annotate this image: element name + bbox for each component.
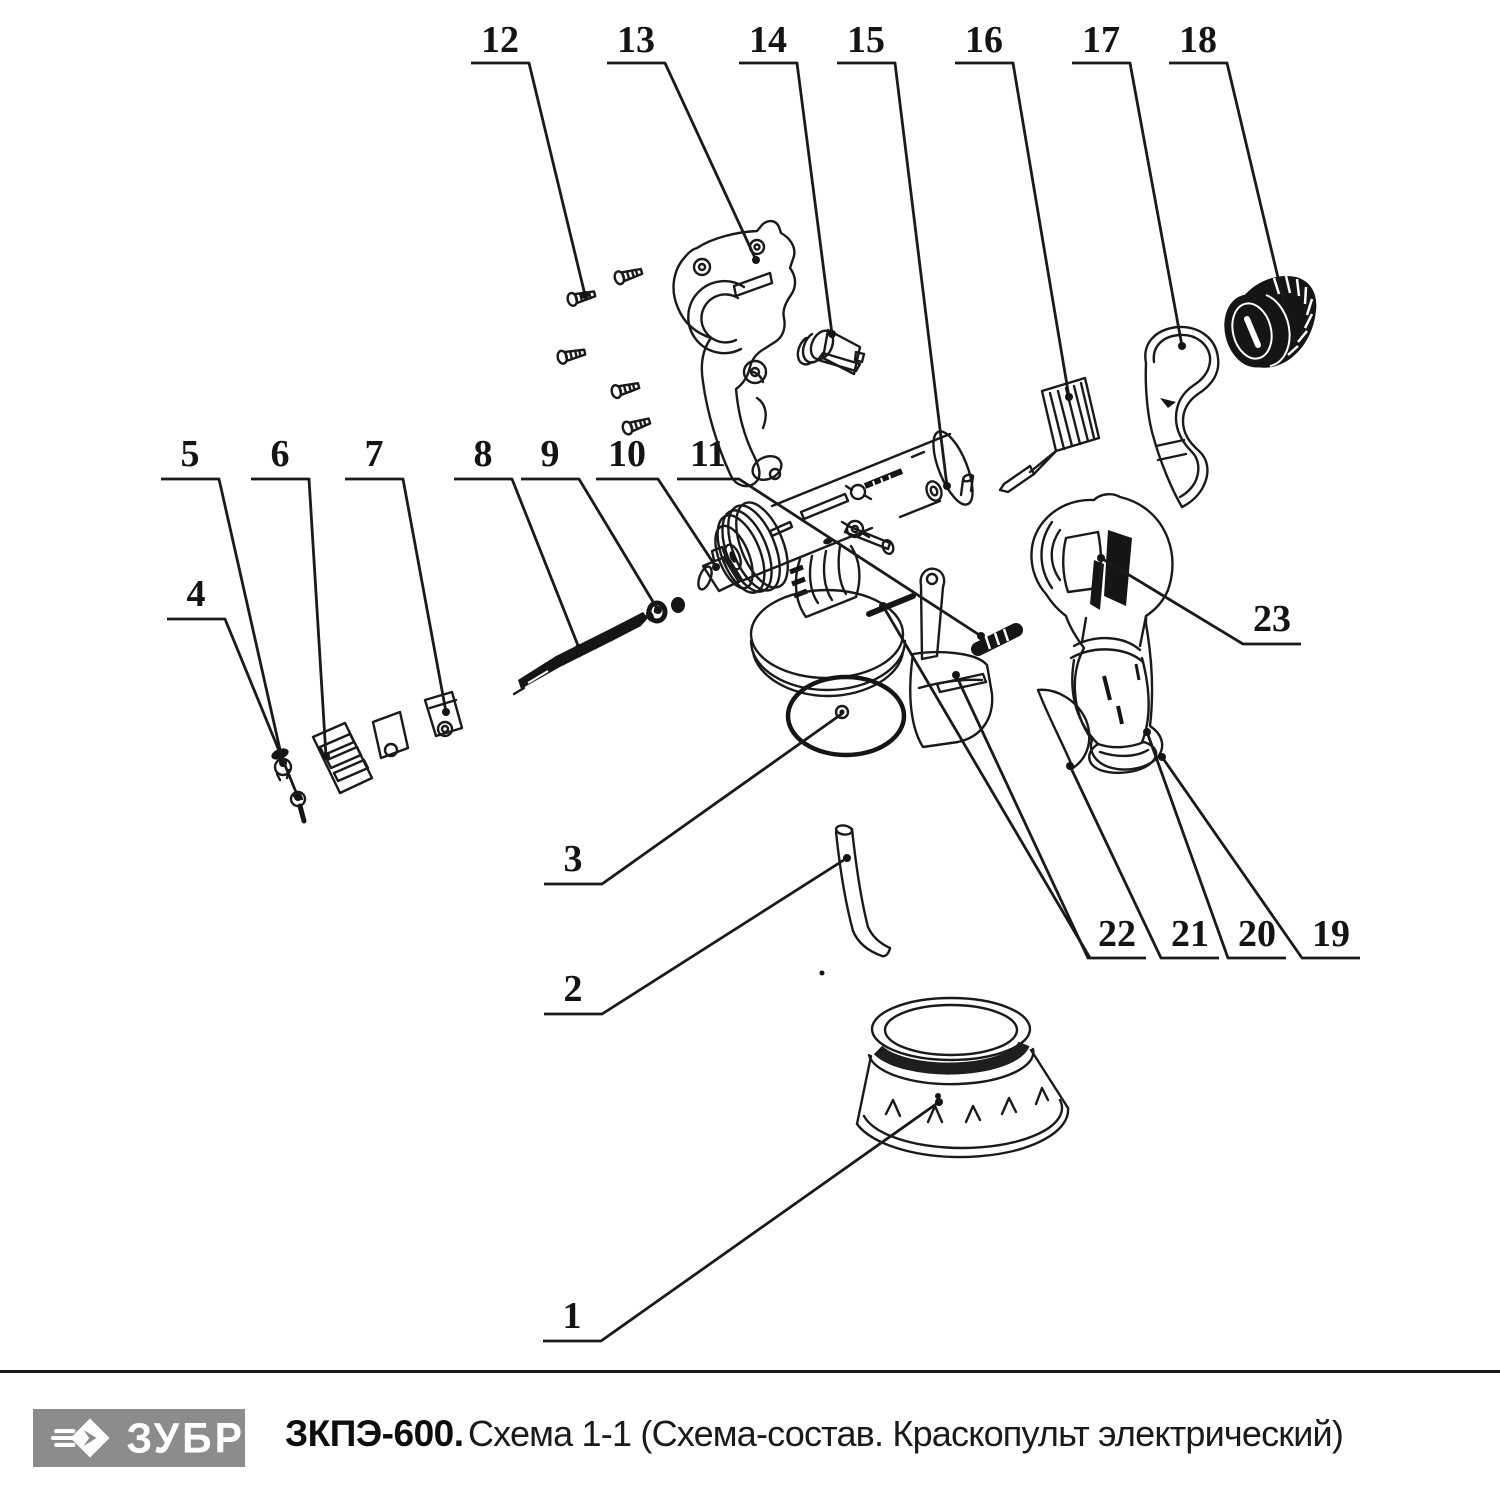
callout-18 bbox=[1169, 19, 1284, 303]
callout-8 bbox=[454, 433, 583, 652]
svg-text:23: 23 bbox=[1253, 598, 1291, 640]
svg-text:10: 10 bbox=[608, 433, 646, 475]
callout-5 bbox=[161, 433, 287, 767]
svg-text:13: 13 bbox=[617, 19, 655, 61]
part-17-cover bbox=[1145, 327, 1218, 507]
svg-text:14: 14 bbox=[749, 19, 787, 61]
callout-17 bbox=[1072, 19, 1186, 350]
callout-13 bbox=[607, 19, 760, 264]
part-19-20-23-grip-housing bbox=[1031, 494, 1172, 773]
stray-mark bbox=[820, 971, 825, 976]
callout-3 bbox=[544, 710, 845, 885]
svg-text:22: 22 bbox=[1098, 913, 1136, 955]
part-2-suction-tube bbox=[835, 824, 890, 956]
part-11-spring bbox=[978, 629, 1016, 649]
callout-16 bbox=[955, 19, 1073, 401]
svg-text:19: 19 bbox=[1312, 913, 1350, 955]
svg-text:7: 7 bbox=[364, 433, 384, 475]
schematic-title bbox=[285, 1413, 1343, 1455]
svg-text:21: 21 bbox=[1171, 913, 1209, 955]
footer bbox=[0, 1370, 1500, 1500]
zubr-logo bbox=[33, 1409, 245, 1467]
callout-1 bbox=[543, 1098, 943, 1341]
part-15-barrel bbox=[708, 427, 981, 600]
svg-text:16: 16 bbox=[965, 19, 1003, 61]
svg-text:1: 1 bbox=[562, 1295, 582, 1337]
schematic-subtitle: Схема 1-1 (Схема-состав. Краскопульт электрический) bbox=[467, 1413, 1344, 1454]
svg-text:17: 17 bbox=[1082, 19, 1120, 61]
zubr-logo-icon bbox=[33, 1409, 123, 1467]
svg-text:11: 11 bbox=[690, 433, 726, 475]
svg-text:3: 3 bbox=[563, 838, 583, 880]
svg-text:4: 4 bbox=[186, 573, 206, 615]
svg-text:15: 15 bbox=[847, 19, 885, 61]
svg-text:8: 8 bbox=[473, 433, 493, 475]
callout-22 bbox=[879, 602, 1146, 958]
svg-text:6: 6 bbox=[270, 433, 290, 475]
callout-21 bbox=[1066, 762, 1219, 958]
part-12-screws bbox=[556, 265, 651, 435]
callout-2 bbox=[544, 854, 851, 1014]
svg-text:12: 12 bbox=[481, 19, 519, 61]
svg-text:5: 5 bbox=[180, 433, 200, 475]
callout-4 bbox=[167, 573, 302, 801]
model-number: ЗКПЭ-600. bbox=[285, 1413, 464, 1454]
part-18-nozzle-cap bbox=[1217, 276, 1316, 373]
svg-text:9: 9 bbox=[540, 433, 560, 475]
brand-name: ЗУБР bbox=[126, 1413, 245, 1462]
part-6-vent-plate bbox=[313, 723, 372, 793]
svg-text:18: 18 bbox=[1179, 19, 1217, 61]
part-8-needle bbox=[514, 609, 661, 694]
part-7-brackets bbox=[373, 692, 462, 758]
part-1-container bbox=[857, 998, 1068, 1157]
svg-text:2: 2 bbox=[563, 968, 583, 1010]
callout-7 bbox=[345, 433, 450, 716]
part-21-valve-flap bbox=[1038, 690, 1089, 768]
callout-15 bbox=[837, 19, 951, 490]
part-16-filter bbox=[1000, 378, 1099, 492]
callout-12 bbox=[471, 19, 589, 299]
svg-text:20: 20 bbox=[1238, 913, 1276, 955]
